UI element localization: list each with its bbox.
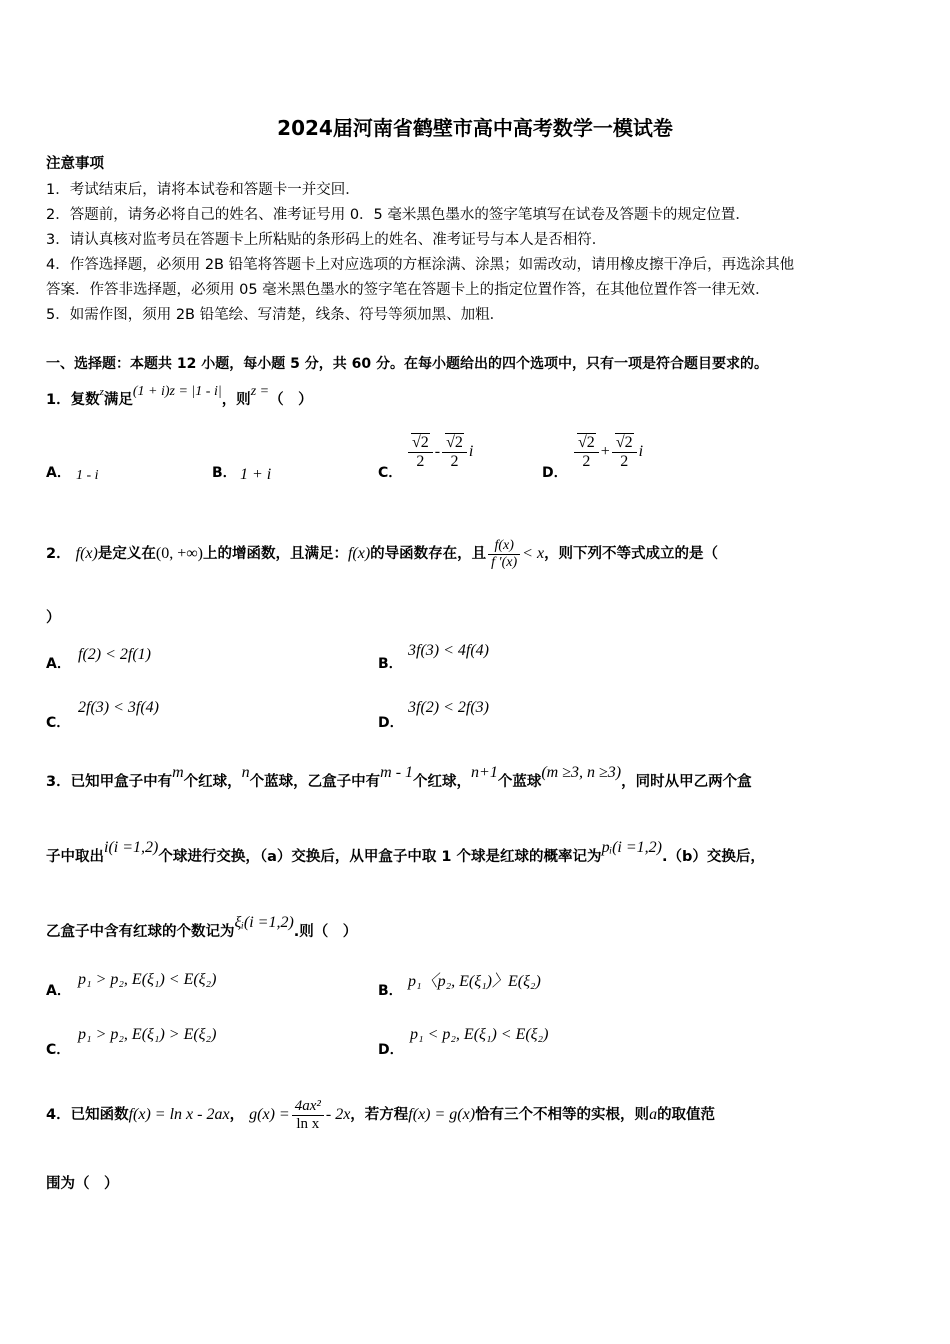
q1-condition: (1 + i)z = |1 - i| [132, 384, 222, 399]
q2-frac-num: f(x) [488, 538, 520, 555]
q3-option-c-label: C． [46, 1042, 71, 1058]
question-2-stem [46, 538, 718, 571]
q4-f-def: f(x) = ln x - 2ax [128, 1106, 230, 1124]
question-3-stem-3 [46, 914, 358, 941]
q3-text-9: .（b）交换后， [662, 849, 765, 865]
q2-interval: (0, +∞) [155, 545, 203, 563]
q1-option-c-label: C． [378, 465, 403, 481]
q3-text-8: 个球进行交换，（a）交换后，从甲盒子中取 1 个球是红球的概率记为 [158, 849, 602, 865]
q3-option-d-label: D． [378, 1042, 404, 1058]
q4-g-right: - 2x [325, 1106, 351, 1124]
q3-option-d: p₁ < p₂, E(ξ₁) < E(ξ₂) [410, 1026, 549, 1043]
q1-c-den-2: 2 [450, 453, 459, 470]
q3-text-1: 已知甲盒子中有 [70, 774, 173, 790]
q3-p-i: pᵢ(i =1,2) [601, 839, 662, 856]
notice-item-2: 2．答题前，请务必将自己的姓名、准考证号用 0．5 毫米黑色墨水的签字笔填写在试卷及答题卡的规定位置． [46, 207, 750, 223]
q2-fraction [486, 538, 545, 570]
q2-option-a-label: A． [46, 656, 71, 672]
q2-option-d: 3f(2) < 2f(3) [408, 699, 489, 716]
q3-text-6: ，同时从甲乙两个盒 [621, 774, 752, 790]
q1-d-frac-2 [612, 434, 637, 471]
q2-option-b: 3f(3) < 4f(4) [408, 642, 489, 659]
q4-text-1: 已知函数 [70, 1107, 129, 1124]
q1-d-sqrt-2: √2 [615, 434, 633, 451]
q1-c-sqrt-1: √2 [412, 434, 429, 451]
q2-text-3: 的导函数存在，且 [370, 546, 487, 563]
q1-number: 1． [46, 392, 71, 408]
q1-option-b: 1 + i [240, 466, 272, 483]
q4-g-den: ln x [296, 1116, 320, 1132]
q4-text-4: 的取值范 [657, 1107, 716, 1124]
q1-c-sqrt-2: √2 [446, 434, 463, 451]
q1-c-minus: - [434, 443, 441, 461]
q2-option-c: 2f(3) < 3f(4) [78, 699, 159, 716]
q4-equation: f(x) = g(x) [408, 1106, 476, 1124]
q1-option-b-label: B． [212, 465, 237, 481]
q2-option-c-label: C． [46, 715, 71, 731]
question-4-stem-1 [46, 1098, 715, 1133]
q2-fx: f(x) [75, 545, 98, 563]
q3-m: m [172, 764, 184, 781]
q3-text-2: 个红球， [183, 774, 242, 790]
notice-item-3: 3．请认真核对监考员在答题卡上所粘贴的条形码上的姓名、准考证号与本人是否相符． [46, 232, 607, 248]
q4-text-2: ，若方程 [350, 1107, 409, 1124]
page-title: 2024届河南省鹤壁市高中高考数学一模试卷 [277, 116, 673, 140]
q3-text-10: 乙盒子中含有红球的个数记为 [46, 924, 235, 940]
notice-item-4: 4．作答选择题，必须用 2B 铅笔将答题卡上对应选项的方框涂满、涂黑；如需改动，请用橡皮擦干净后，再选涂其他 [46, 257, 795, 273]
q3-n: n [241, 764, 250, 781]
question-3-stem-1 [46, 764, 752, 791]
q1-c-den-1: 2 [416, 453, 425, 470]
q2-option-d-label: D． [378, 715, 404, 731]
q3-number: 3． [46, 774, 71, 790]
q3-n-plus-1: n+1 [471, 764, 498, 781]
q1-option-d-label: D． [542, 465, 568, 481]
notice-heading: 注意事项 [46, 156, 104, 172]
q1-text-3: ，则 [221, 392, 251, 408]
q4-g-def [249, 1098, 351, 1132]
q4-g-num: 4ax² [292, 1098, 324, 1116]
q3-option-c: p₁ > p₂, E(ξ₁) > E(ξ₂) [78, 1026, 217, 1043]
q3-text-5: 个蓝球 [497, 774, 542, 790]
q4-comma: ， [229, 1107, 245, 1124]
notice-item-5: 5．如需作图，须用 2B 铅笔绘、写清楚，线条、符号等须加黑、加粗． [46, 307, 505, 323]
q1-c-frac-2 [442, 434, 467, 471]
q4-number: 4． [46, 1107, 71, 1124]
q2-number: 2． [46, 546, 71, 563]
q2-option-a: f(2) < 2f(1) [78, 646, 151, 663]
q2-lt-x: < x [522, 545, 545, 563]
q4-a: a [649, 1106, 658, 1124]
section-heading: 一、选择题：本题共 12 小题，每小题 5 分，共 60 分。在每小题给出的四个选项中，只有一项是符合题目要求的。 [46, 356, 768, 372]
q1-option-c [406, 434, 473, 471]
q1-d-sqrt-1: √2 [578, 434, 595, 451]
q1-option-a-label: A． [46, 465, 71, 481]
q3-text-4: 个红球， [413, 774, 472, 790]
q3-option-a-label: A． [46, 983, 71, 999]
q1-text-1: 复数 [70, 392, 100, 408]
q3-text-7: 子中取出 [46, 849, 104, 865]
q2-close-paren: ） [46, 610, 61, 626]
q2-fx-2: f(x) [347, 545, 371, 563]
q1-z-eq: z = [250, 384, 270, 399]
q2-text-2: 上的增函数，且满足： [202, 546, 348, 563]
q3-option-a: p₁ > p₂, E(ξ₁) < E(ξ₂) [78, 971, 217, 988]
q2-option-b-label: B． [378, 656, 403, 672]
notice-item-1: 1．考试结束后，请将本试卷和答题卡一并交回． [46, 182, 360, 198]
q2-text-1: 是定义在 [97, 546, 156, 563]
q1-z: z [99, 386, 104, 398]
q1-d-plus: + [600, 443, 610, 461]
q3-xi-i: ξᵢ(i =1,2) [234, 914, 294, 931]
question-1-stem [46, 384, 313, 409]
q3-i-range: i(i =1,2) [104, 839, 159, 856]
q3-text-11: .则（ ） [293, 924, 358, 940]
q3-m-minus-1: m - 1 [380, 764, 414, 781]
notice-item-4-cont: 答案．作答非选择题，必须用 05 毫米黑色墨水的签字笔在答题卡上的指定位置作答，在其他位置作答一律无效． [46, 282, 770, 298]
q3-text-3: 个蓝球，乙盒子中有 [249, 774, 381, 790]
q1-c-frac-1 [408, 434, 433, 471]
question-3-stem-2 [46, 839, 765, 866]
q4-text-3: 恰有三个不相等的实根，则 [475, 1107, 650, 1124]
q1-d-den-2: 2 [620, 453, 629, 470]
q1-option-d [572, 434, 643, 471]
q3-option-b: p₁〈p₂, E(ξ₁)〉E(ξ₂) [408, 973, 541, 990]
q2-text-4: ，则下列不等式成立的是（ [544, 546, 719, 563]
q3-condition: (m ≥3, n ≥3) [541, 764, 622, 781]
q1-text-4: （ ） [269, 392, 313, 408]
q3-option-b-label: B． [378, 983, 403, 999]
q1-d-i: i [638, 443, 644, 461]
q1-d-den-1: 2 [582, 453, 591, 470]
q1-text-2: 满足 [103, 392, 133, 408]
question-4-stem-2: 围为（ ） [46, 1176, 119, 1192]
q1-d-frac-1 [574, 434, 599, 471]
q1-c-i: i [468, 443, 474, 461]
q2-frac-den: f ′(x) [491, 555, 518, 570]
q4-g-left: g(x) = [249, 1106, 290, 1124]
q1-option-a: 1 - i [76, 468, 99, 483]
